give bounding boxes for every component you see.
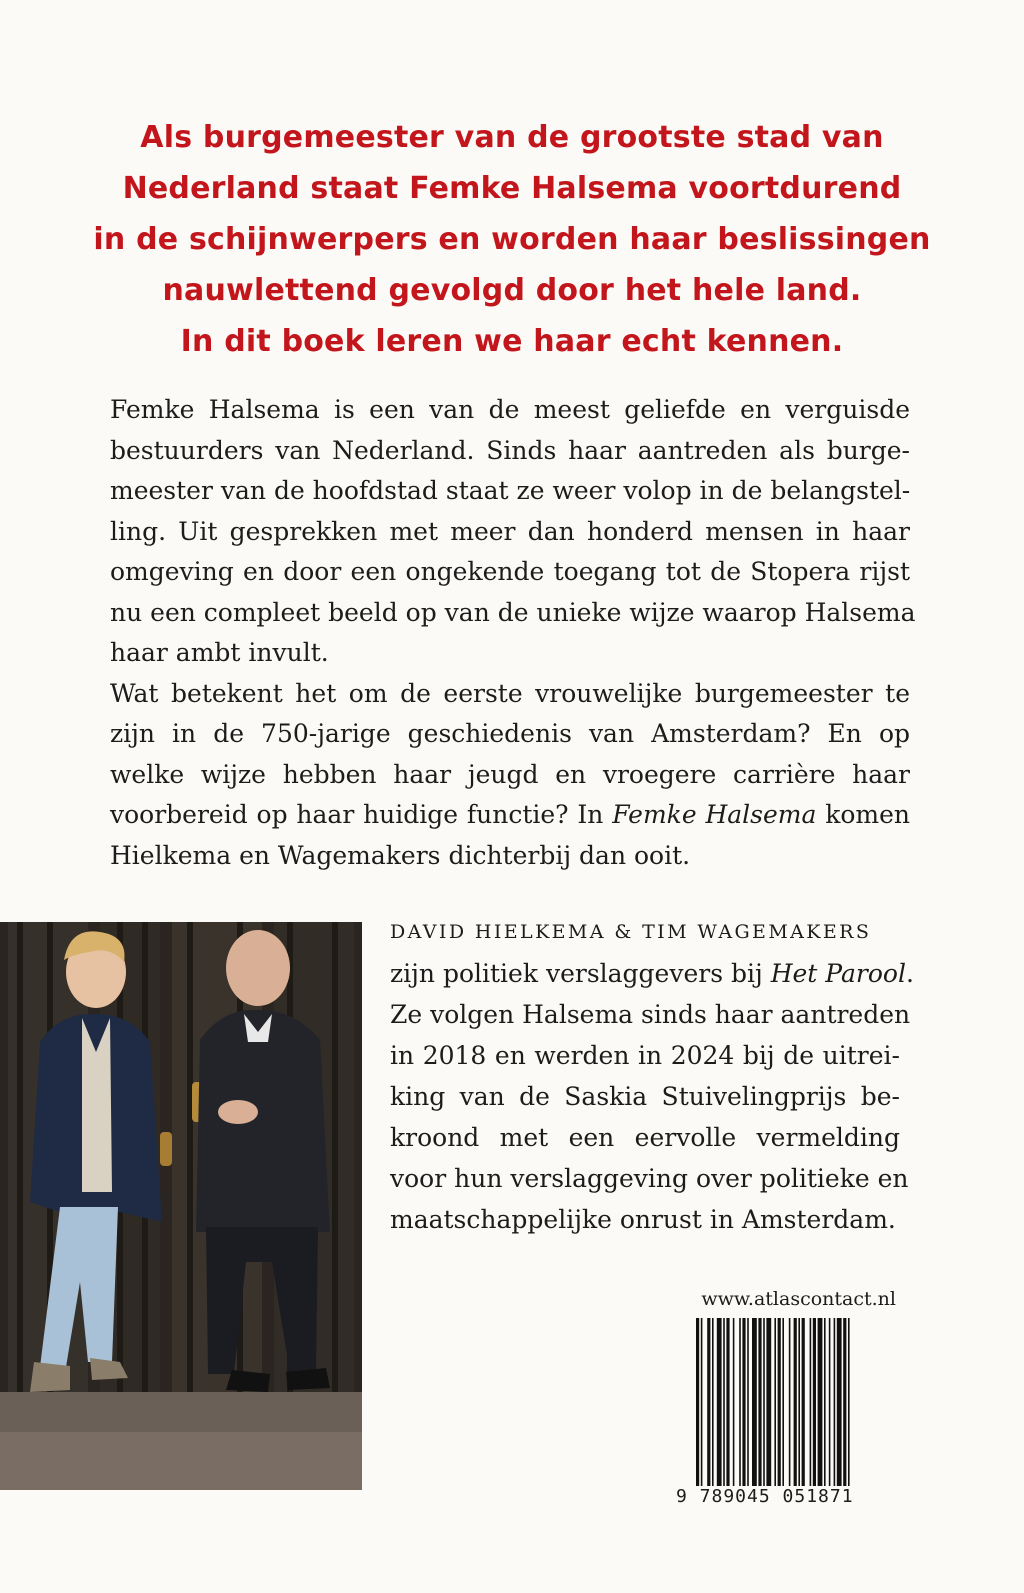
blurb-line: Als burgemeester van de grootste stad van <box>140 120 884 155</box>
blurb-line: In dit boek leren we haar echt kennen. <box>180 324 844 359</box>
barcode <box>694 1318 896 1486</box>
description-line <box>110 795 910 836</box>
isbn-number: 9 789045 051871 <box>676 1486 854 1507</box>
barcode-bar <box>752 1318 757 1486</box>
blurb <box>90 112 934 367</box>
barcode-bar <box>782 1318 784 1486</box>
description-line: bestuurders van Nederland. Sinds haar aantreden als burge- <box>110 435 910 465</box>
author-names: DAVID HIELKEMA & TIM WAGEMAKERS <box>390 921 872 943</box>
author-bio <box>390 912 914 1240</box>
barcode-bar <box>712 1318 714 1486</box>
blurb-line: nauwlettend gevolgd door het hele land. <box>162 273 862 308</box>
barcode-bar <box>701 1318 703 1486</box>
description-line: Wat betekent het om de eerste vrouwelijke burgemeester te <box>110 678 910 708</box>
barcode-bar <box>766 1318 771 1486</box>
barcode-bar <box>824 1318 826 1486</box>
barcode-bar <box>813 1318 816 1486</box>
bio-text: zijn politiek verslaggevers bij <box>390 959 771 988</box>
barcode-bar <box>829 1318 831 1486</box>
barcode-bar <box>843 1318 846 1486</box>
barcode-bar <box>789 1318 791 1486</box>
bio-line: maatschappelijke onrust in Amsterdam. <box>390 1205 896 1234</box>
book-description <box>110 390 916 876</box>
bio-text: . <box>905 959 914 988</box>
newspaper-italic: Het Parool <box>770 959 906 988</box>
description-line: zijn in de 750-jarige geschiedenis van Amsterdam? En op <box>110 719 910 748</box>
description-text: voorbereid op haar huidige functie? In <box>110 800 613 829</box>
barcode-bar <box>717 1318 722 1486</box>
bio-line <box>390 953 914 994</box>
barcode-bar <box>848 1318 850 1486</box>
barcode-bar <box>818 1318 823 1486</box>
book-title-italic: Femke Halsema <box>612 800 817 829</box>
description-text: komen <box>816 800 911 829</box>
barcode-bar <box>742 1318 745 1486</box>
barcode-bar <box>802 1318 805 1486</box>
barcode-bar <box>747 1318 749 1486</box>
barcode-bar <box>763 1318 765 1486</box>
barcode-bar <box>739 1318 741 1486</box>
description-line: haar ambt invult. <box>110 638 329 667</box>
barcode-bar <box>758 1318 761 1486</box>
barcode-bar <box>726 1318 729 1486</box>
blurb-line: in de schijnwerpers en worden haar beslissingen <box>93 222 931 257</box>
bio-line: king van de Saskia Stuivelingprijs be- <box>390 1082 900 1111</box>
description-line: Hielkema en Wagemakers dichterbij dan ooit. <box>110 840 691 870</box>
author-photo-illustration <box>0 922 362 1490</box>
description-line: Femke Halsema is een van de meest geliefde en verguisde <box>110 395 910 424</box>
barcode-bar <box>798 1318 800 1486</box>
barcode-bar <box>707 1318 710 1486</box>
barcode-bar <box>837 1318 842 1486</box>
description-line: omgeving en door een ongekende toegang tot de Stopera rijst <box>110 557 910 586</box>
description-line: meester van de hoofdstad staat ze weer volop in de belangstel- <box>110 476 911 505</box>
bio-line: kroond met een eervolle vermelding <box>390 1123 900 1152</box>
bio-line: in 2018 en werden in 2024 bij de uitrei- <box>390 1041 900 1070</box>
publisher-website: www.atlascontact.nl <box>701 1288 896 1310</box>
bio-line: Ze volgen Halsema sinds haar aantreden <box>390 1000 911 1029</box>
description-line: welke wijze hebben haar jeugd en vroegere carrière haar <box>110 759 910 789</box>
barcode-bar <box>696 1318 699 1486</box>
barcode-bar <box>774 1318 776 1486</box>
barcode-bar <box>778 1318 781 1486</box>
description-line: ling. Uit gesprekken met meer dan honderd mensen in haar <box>110 516 910 546</box>
barcode-bar <box>723 1318 725 1486</box>
barcode-bar <box>834 1318 836 1486</box>
barcode-bar <box>794 1318 797 1486</box>
author-photo <box>0 922 362 1490</box>
barcode-bar <box>733 1318 735 1486</box>
barcode-bar <box>810 1318 812 1486</box>
blurb-line: Nederland staat Femke Halsema voortdurend <box>122 171 902 206</box>
bio-line: voor hun verslaggeving over politieke en <box>390 1164 909 1193</box>
description-line: nu een compleet beeld op van de unieke wijze waarop Halsema <box>110 597 916 627</box>
